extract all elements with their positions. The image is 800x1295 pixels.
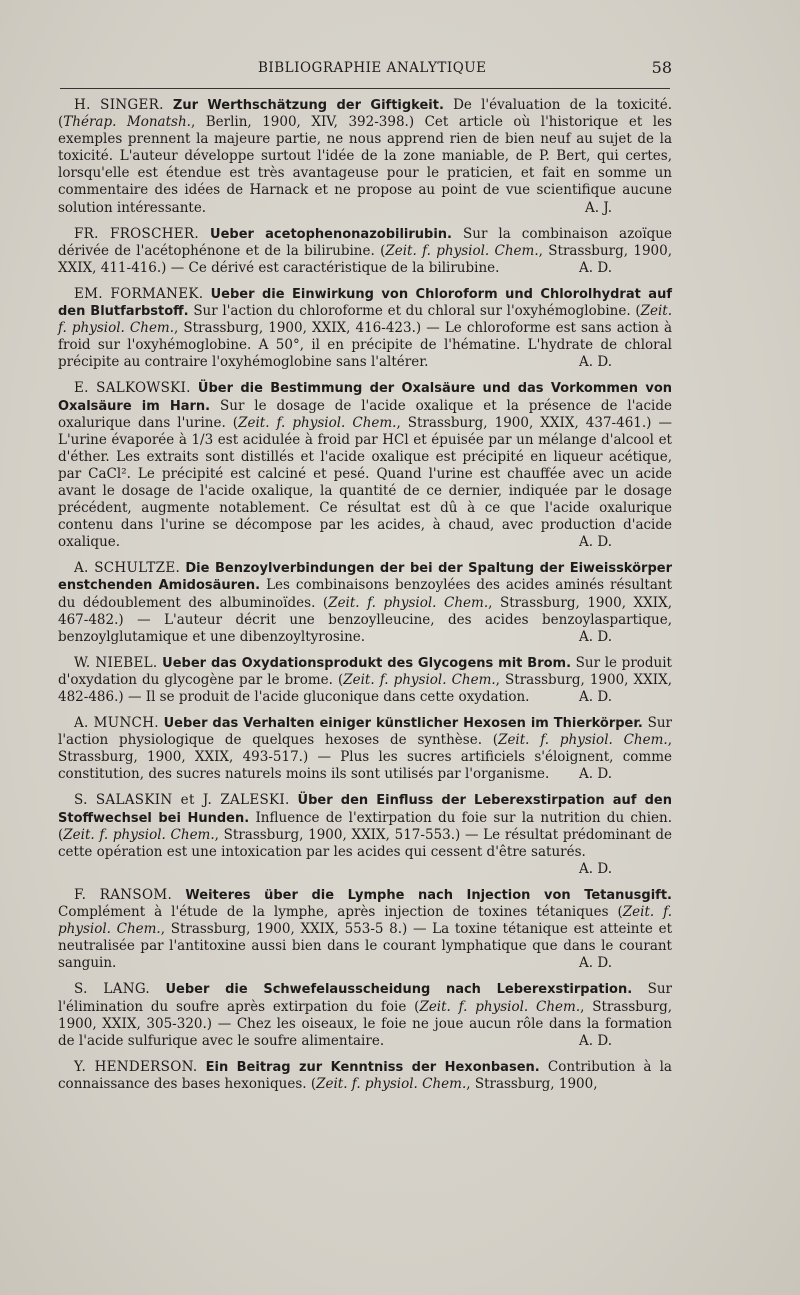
bibliography-entry [58, 226, 672, 277]
entry-journal: Zeit. f. physiol. Chem. [238, 414, 397, 431]
entry-summary: , Strassburg, 1900, XXIX, 411-416.) — Ce dérivé est caractéristique de la bilirubine. [58, 242, 673, 276]
entry-summary-intro: De l'évaluation de la toxicité. ( [58, 97, 672, 131]
entry-author: F. RANSOM. [74, 886, 173, 903]
entry-summary-intro: Sur l'action du chloroforme et du chloral sur l'oxyhémoglobine. ( [193, 303, 641, 320]
bibliography-entry [58, 560, 672, 645]
entry-signature: A. D. [579, 1032, 612, 1049]
entry-title: Über den Einfluss der Leberexstirpation auf den Stoffwechsel bei Hunden. [58, 793, 672, 826]
entry-journal: Thérap. Monatsh. [63, 114, 191, 131]
entry-signature: A. D. [579, 860, 612, 877]
entry-title: Ueber die Schwefelausscheidung nach Leberexstirpation. [165, 982, 633, 998]
entry-journal: Zeit. f. physiol. Chem. [58, 303, 672, 337]
bibliography-list [58, 97, 672, 1102]
entry-signature: A. D. [579, 259, 612, 276]
entry-author: A. MUNCH. [74, 715, 159, 732]
entry-title: Zur Werthschätzung der Giftigkeit. [172, 98, 444, 113]
entry-author: Y. HENDERSON. [74, 1058, 198, 1075]
entry-summary: , Strassburg, 1900, XXIX, 553-5 8.) — La toxine tétanique est atteinte et neutralisée par l'antitoxine aussi bien dans le courant lymphatique que dans le courant sanguin. [58, 921, 672, 972]
entry-summary-intro: Les combinaisons benzoylées des acides aminés résultant du dédoublement des albuminoïdes. ( [58, 577, 672, 611]
entry-signature: A. D. [579, 689, 612, 705]
entry-author: EM. FORMANEK. [74, 285, 204, 302]
entry-signature: A. D. [579, 628, 612, 645]
header-rule [60, 88, 670, 89]
entry-author: W. NIEBEL. [74, 654, 158, 671]
entry-signature: A. D. [579, 766, 612, 783]
bibliography-entry [58, 286, 672, 371]
entry-author: S. SALASKIN et J. ZALESKI. [74, 792, 290, 809]
entry-summary: , Berlin, 1900, XIV, 392-398.) Cet article où l'historique et les exemples prennent la majeure partie, ne nous apprend rien de bien neuf au sujet de la toxicité. L'auteur développe surtout l'idée de la zone maniable, de P. Bert, qui certes, lorsqu'elle est étendue est très avantageuse pour le praticien, et fait en somme un commentaire des idées de Harnack et ne propose au point de vue scientifique aucune solution intéressante. [58, 114, 673, 216]
bibliography-entry [58, 887, 672, 972]
entry-journal: Zeit. f. physiol. Chem. [58, 904, 672, 938]
entry-summary-intro: Sur l'élimination du soufre après extirpation du foie ( [58, 981, 673, 1015]
entry-title: Ueber acetophenonazobilirubin. [210, 226, 452, 242]
entry-journal: Zeit. f. physiol. Chem. [498, 732, 668, 749]
entry-summary-intro: Sur le produit d'oxydation du glycogène par le brome. ( [58, 654, 672, 688]
entry-summary: , Strassburg, 1900, XXIX, 467-482.) — L'auteur décrit une benzoylleucine, des acides benzoylaspartique, benzoylglutamique et une dibenzoyltyrosine. [58, 594, 672, 645]
entry-title: Die Benzoylverbindungen der bei der Spaltung der Eiweisskörper enstchenden Amidosäuren. [58, 561, 672, 594]
entry-signature: A. D. [579, 955, 612, 972]
entry-summary: , Strassburg, 1900, XXIX, 517-553.) — Le résultat prédominant de cette opération est une intoxication par les acides qui cessent d'être saturés. [58, 826, 672, 860]
entry-title: Ueber die Einwirkung von Chloroform und Chlorolhydrat auf den Blutfarbstoff. [58, 286, 672, 320]
entry-author: FR. FROSCHER. [74, 225, 199, 242]
page-number: 58 [651, 58, 672, 77]
entry-signature: A. D. [579, 354, 612, 371]
entry-journal: Zeit. f. physiol. Chem. [419, 998, 581, 1015]
entry-journal: Zeit. f. physiol. Chem. [343, 671, 496, 688]
entry-author: S. LANG. [74, 981, 151, 998]
entry-summary: , Strassburg, 1900, XXIX, 305-320.) — Chez les oiseaux, le foie ne joue aucun rôle dans la formation de l'acide sulfurique avec le soufre alimentaire. [58, 998, 672, 1049]
entry-journal: Zeit. f. physiol. Chem. [328, 594, 489, 611]
entry-author: A. SCHULTZE. [74, 560, 181, 577]
page-header [60, 58, 672, 80]
entry-title: Ueber das Oxydationsprodukt des Glycogens mit Brom. [162, 655, 572, 671]
entry-author: H. SINGER. [74, 97, 164, 113]
bibliography-entry [58, 792, 672, 877]
entry-summary-intro: Complément à l'étude de la lymphe, après injection de toxines tétaniques ( [58, 904, 623, 921]
running-head: BIBLIOGRAPHIE ANALYTIQUE [258, 60, 487, 76]
entry-journal: Zeit. f. physiol. Chem. [316, 1075, 467, 1092]
bibliography-entry [58, 981, 672, 1049]
entry-summary-intro: Sur la combinaison azoïque dérivée de l'acétophénone et de la bilirubine. ( [58, 225, 672, 259]
entry-summary: , Strassburg, 1900, XXIX, 482-486.) — Il se produit de l'acide gluconique dans cette oxydation. [58, 671, 672, 705]
entry-author: E. SALKOWSKI. [74, 380, 191, 397]
bibliography-entry [58, 1059, 672, 1093]
entry-summary: , Strassburg, 1900, [466, 1075, 598, 1092]
entry-journal: Zeit. f. physiol. Chem. [63, 826, 215, 843]
entry-title: Über die Bestimmung der Oxalsäure und das Vorkommen von Oxalsäure im Harn. [58, 381, 672, 414]
entry-journal: Zeit. f. physiol. Chem. [385, 242, 539, 259]
bibliography-entry [58, 655, 672, 706]
bibliography-entry [58, 380, 672, 551]
entry-summary-intro: Sur le dosage de l'acide oxalique et la présence de l'acide oxalurique dans l'urine. ( [58, 397, 672, 431]
entry-summary: , Strassburg, 1900, XXIX, 493-517.) — Plus les sucres artificiels s'éloignent, comme constitution, des sucres naturels moins ils sont utilisés par l'organisme. [58, 732, 672, 783]
bibliography-entry [58, 715, 672, 783]
entry-signature: A. J. [585, 199, 612, 216]
bibliography-entry [58, 97, 672, 217]
entry-title: Ueber das Verhalten einiger künstlicher Hexosen im Thierkörper. [163, 716, 643, 732]
entry-summary: , Strassburg, 1900, XXIX, 437-461.) — L'urine évaporée à 1/3 est acidulée à froid par HCl et épuisée par un mélange d'alcool et d'éther. Les extraits sont distillés et l'acide oxalique est précipité en liqueur acétique, par CaCl². Le précipité est calciné et pesé. Quand l'urine est chauffée avec un acide avant le dosage de l'acide oxalique, la quantité de ce dernier, indiquée par le dosage précédent, augmente notablement. Ce résultat est dû à ce que l'acide oxalurique contenu dans l'urine se décompose par les acides, à chaud, avec production d'acide oxalique. [58, 414, 672, 551]
entry-summary: , Strassburg, 1900, XXIX, 416-423.) — Le chloroforme est sans action à froid sur l'oxyhémoglobine. A 50°, il en précipite de l'hématine. L'hydrate de chloral précipite au contraire l'oxyhémoglobine sans l'altérer. [58, 320, 672, 371]
entry-summary-intro: Contribution à la connaissance des bases hexoniques. ( [58, 1058, 672, 1092]
entry-signature: A. D. [579, 534, 612, 551]
entry-title: Ein Beitrag zur Kenntniss der Hexonbasen. [205, 1059, 540, 1075]
entry-summary-intro: Sur l'action physiologique de quelques hexoses de synthèse. ( [58, 715, 672, 749]
entry-summary-intro: Influence de l'extirpation du foie sur la nutrition du chien. ( [58, 809, 672, 843]
entry-title: Weiteres über die Lymphe nach Injection von Tetanusgift. [185, 887, 672, 903]
